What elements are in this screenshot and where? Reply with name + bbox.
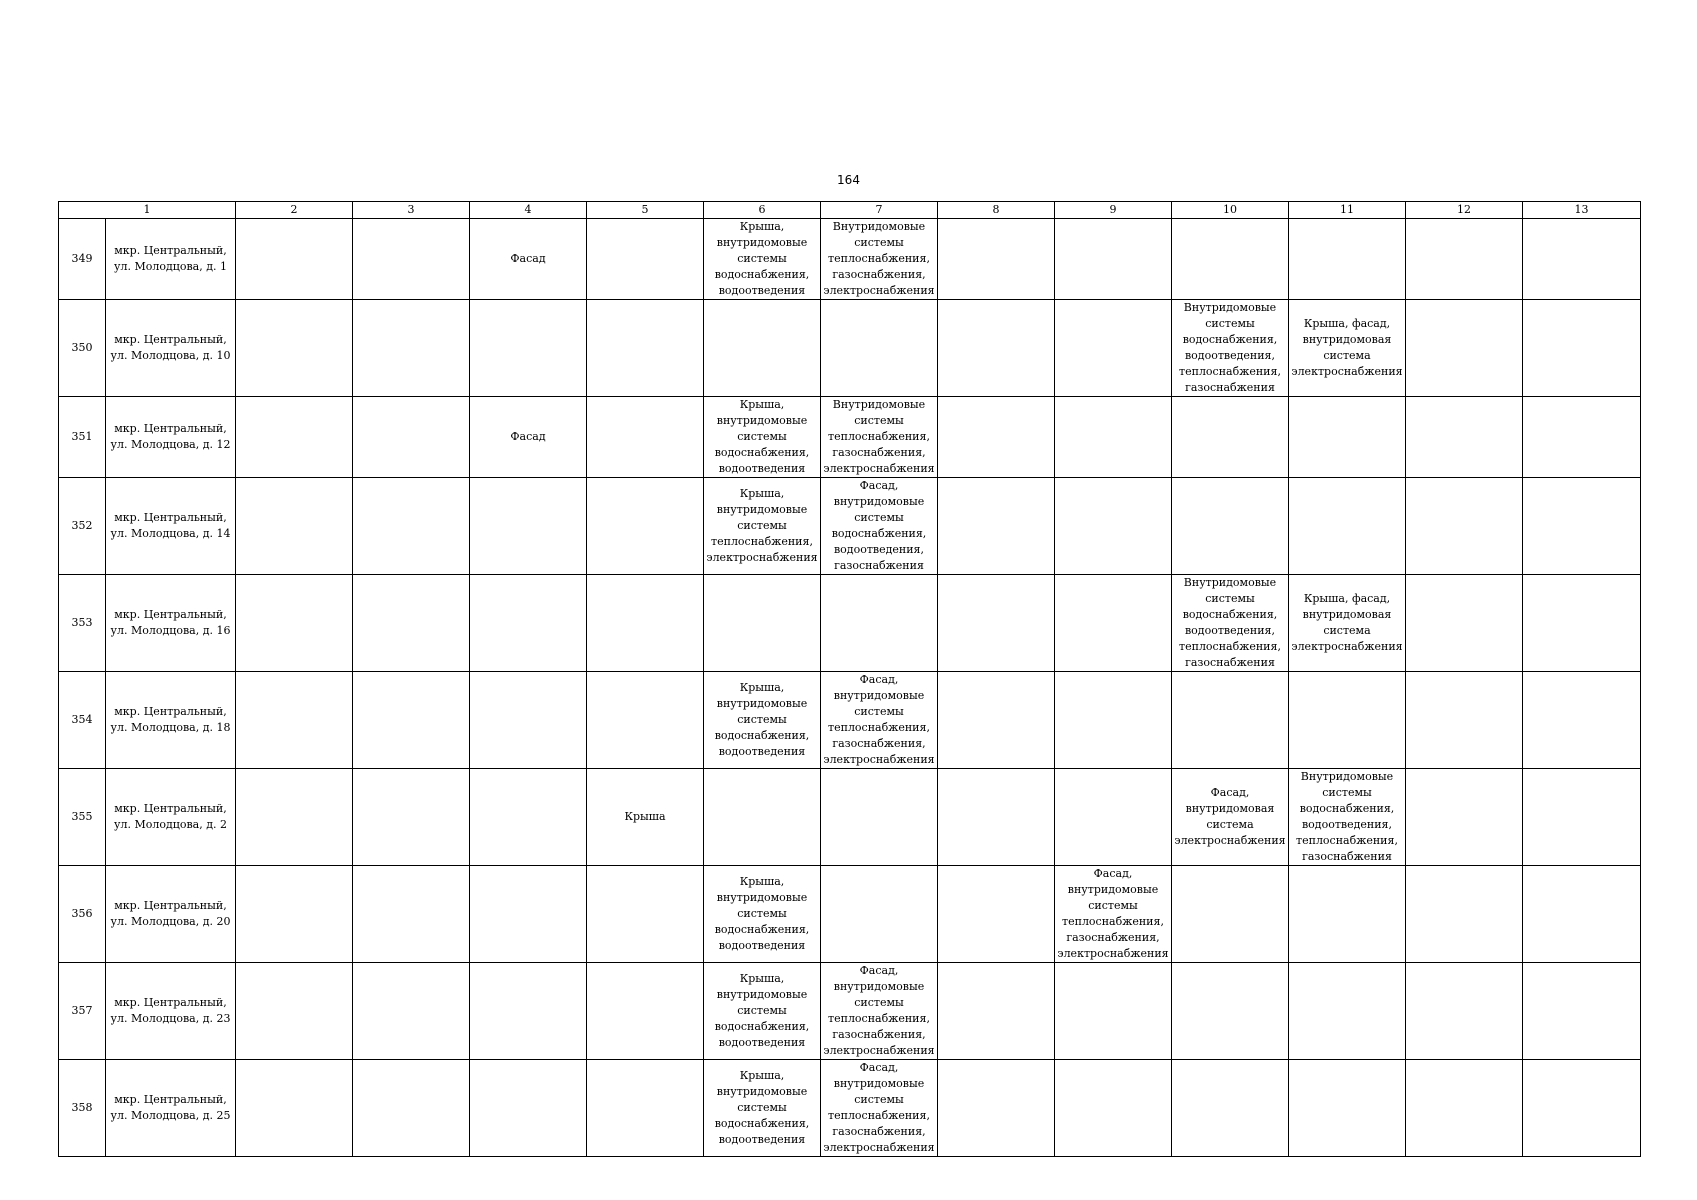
repair-schedule-table (58, 201, 1641, 1157)
work-type-cell (1406, 963, 1523, 1060)
work-type-cell (587, 866, 704, 963)
work-type-cell (1055, 963, 1172, 1060)
work-type-cell (470, 575, 587, 672)
work-type-cell (1523, 866, 1641, 963)
work-type-cell: Крыша, внутридомовые системы водоснабжения, водоотведения (704, 672, 821, 769)
work-type-cell (353, 575, 470, 672)
work-type-cell (1406, 672, 1523, 769)
work-type-cell (1289, 397, 1406, 478)
work-type-cell (704, 575, 821, 672)
work-type-cell (821, 300, 938, 397)
work-type-cell (1055, 769, 1172, 866)
address-cell: мкр. Центральный, ул. Молодцова, д. 20 (106, 866, 236, 963)
work-type-cell (938, 1060, 1055, 1157)
work-type-cell (1406, 575, 1523, 672)
work-type-cell (1289, 672, 1406, 769)
work-type-cell (1523, 219, 1641, 300)
column-header: 1 (59, 202, 236, 219)
work-type-cell (353, 963, 470, 1060)
column-header: 8 (938, 202, 1055, 219)
row-number: 356 (59, 866, 106, 963)
address-cell: мкр. Центральный, ул. Молодцова, д. 12 (106, 397, 236, 478)
work-type-cell (938, 219, 1055, 300)
work-type-cell (587, 219, 704, 300)
work-type-cell (587, 672, 704, 769)
work-type-cell: Фасад, внутридомовая система электроснабжения (1172, 769, 1289, 866)
table-row (59, 963, 1641, 1060)
column-header: 2 (236, 202, 353, 219)
work-type-cell: Крыша, внутридомовые системы водоснабжения, водоотведения (704, 219, 821, 300)
work-type-cell (1055, 1060, 1172, 1157)
work-type-cell: Крыша, внутридомовые системы водоснабжения, водоотведения (704, 963, 821, 1060)
work-type-cell (353, 397, 470, 478)
work-type-cell: Внутридомовые системы водоснабжения, водоотведения, теплоснабжения, газоснабжения (1289, 769, 1406, 866)
column-header: 9 (1055, 202, 1172, 219)
work-type-cell (236, 866, 353, 963)
table-row (59, 672, 1641, 769)
work-type-cell (1289, 866, 1406, 963)
work-type-cell (704, 769, 821, 866)
work-type-cell: Фасад, внутридомовые системы теплоснабжения, газоснабжения, электроснабжения (821, 963, 938, 1060)
work-type-cell (236, 575, 353, 672)
row-number: 352 (59, 478, 106, 575)
column-header: 6 (704, 202, 821, 219)
work-type-cell: Крыша, внутридомовые системы водоснабжения, водоотведения (704, 1060, 821, 1157)
work-type-cell (470, 963, 587, 1060)
work-type-cell (236, 397, 353, 478)
work-type-cell (1172, 1060, 1289, 1157)
work-type-cell: Крыша, внутридомовые системы теплоснабжения, электроснабжения (704, 478, 821, 575)
address-cell: мкр. Центральный, ул. Молодцова, д. 18 (106, 672, 236, 769)
row-number: 351 (59, 397, 106, 478)
column-header: 12 (1406, 202, 1523, 219)
work-type-cell (1172, 478, 1289, 575)
column-header: 3 (353, 202, 470, 219)
work-type-cell (1523, 575, 1641, 672)
table-row (59, 575, 1641, 672)
work-type-cell (1406, 300, 1523, 397)
work-type-cell (353, 1060, 470, 1157)
work-type-cell (1406, 769, 1523, 866)
column-header: 5 (587, 202, 704, 219)
work-type-cell (353, 769, 470, 866)
work-type-cell: Крыша, внутридомовые системы водоснабжения, водоотведения (704, 397, 821, 478)
work-type-cell (1289, 478, 1406, 575)
work-type-cell (236, 672, 353, 769)
row-number: 353 (59, 575, 106, 672)
row-number: 354 (59, 672, 106, 769)
work-type-cell (938, 300, 1055, 397)
work-type-cell (587, 478, 704, 575)
work-type-cell (938, 866, 1055, 963)
work-type-cell (938, 575, 1055, 672)
row-number: 358 (59, 1060, 106, 1157)
work-type-cell (236, 769, 353, 866)
work-type-cell (1523, 769, 1641, 866)
table-row (59, 219, 1641, 300)
work-type-cell (1523, 963, 1641, 1060)
work-type-cell (236, 1060, 353, 1157)
work-type-cell (587, 575, 704, 672)
work-type-cell (938, 397, 1055, 478)
work-type-cell (938, 478, 1055, 575)
work-type-cell: Внутридомовые системы водоснабжения, водоотведения, теплоснабжения, газоснабжения (1172, 575, 1289, 672)
column-header: 11 (1289, 202, 1406, 219)
table-body (59, 202, 1641, 1157)
work-type-cell (821, 769, 938, 866)
address-cell: мкр. Центральный, ул. Молодцова, д. 1 (106, 219, 236, 300)
work-type-cell (1172, 219, 1289, 300)
address-cell: мкр. Центральный, ул. Молодцова, д. 23 (106, 963, 236, 1060)
work-type-cell: Крыша (587, 769, 704, 866)
work-type-cell (1523, 478, 1641, 575)
work-type-cell: Крыша, внутридомовые системы водоснабжения, водоотведения (704, 866, 821, 963)
work-type-cell (1172, 397, 1289, 478)
work-type-cell: Внутридомовые системы водоснабжения, водоотведения, теплоснабжения, газоснабжения (1172, 300, 1289, 397)
column-header: 10 (1172, 202, 1289, 219)
work-type-cell: Крыша, фасад, внутридомовая система электроснабжения (1289, 575, 1406, 672)
work-type-cell (938, 672, 1055, 769)
work-type-cell (236, 963, 353, 1060)
work-type-cell (1406, 1060, 1523, 1157)
column-header: 7 (821, 202, 938, 219)
work-type-cell (821, 866, 938, 963)
work-type-cell (1172, 866, 1289, 963)
work-type-cell (587, 1060, 704, 1157)
work-type-cell (1289, 1060, 1406, 1157)
work-type-cell (236, 219, 353, 300)
address-cell: мкр. Центральный, ул. Молодцова, д. 25 (106, 1060, 236, 1157)
work-type-cell (1172, 963, 1289, 1060)
table-row (59, 866, 1641, 963)
work-type-cell (938, 769, 1055, 866)
work-type-cell (353, 219, 470, 300)
row-number: 357 (59, 963, 106, 1060)
table-row (59, 300, 1641, 397)
work-type-cell (1289, 963, 1406, 1060)
work-type-cell (1523, 300, 1641, 397)
work-type-cell (587, 963, 704, 1060)
work-type-cell (1055, 219, 1172, 300)
column-header: 13 (1523, 202, 1641, 219)
work-type-cell (587, 300, 704, 397)
work-type-cell (470, 300, 587, 397)
work-type-cell (353, 300, 470, 397)
work-type-cell (938, 963, 1055, 1060)
work-type-cell (1523, 672, 1641, 769)
work-type-cell (1523, 1060, 1641, 1157)
work-type-cell: Фасад, внутридомовые системы теплоснабжения, газоснабжения, электроснабжения (821, 1060, 938, 1157)
work-type-cell (1406, 866, 1523, 963)
row-number: 349 (59, 219, 106, 300)
address-cell: мкр. Центральный, ул. Молодцова, д. 14 (106, 478, 236, 575)
table-row (59, 478, 1641, 575)
row-number: 355 (59, 769, 106, 866)
work-type-cell (470, 478, 587, 575)
work-type-cell (353, 672, 470, 769)
work-type-cell: Фасад, внутридомовые системы водоснабжения, водоотведения, газоснабжения (821, 478, 938, 575)
work-type-cell (821, 575, 938, 672)
work-type-cell (353, 478, 470, 575)
work-type-cell (1523, 397, 1641, 478)
work-type-cell (1406, 478, 1523, 575)
work-type-cell (1055, 672, 1172, 769)
work-type-cell (1289, 219, 1406, 300)
work-type-cell: Крыша, фасад, внутридомовая система электроснабжения (1289, 300, 1406, 397)
work-type-cell (587, 397, 704, 478)
work-type-cell: Фасад (470, 219, 587, 300)
work-type-cell (353, 866, 470, 963)
work-type-cell (236, 300, 353, 397)
work-type-cell (1055, 300, 1172, 397)
work-type-cell (470, 1060, 587, 1157)
work-type-cell: Внутридомовые системы теплоснабжения, газоснабжения, электроснабжения (821, 397, 938, 478)
work-type-cell (1055, 575, 1172, 672)
work-type-cell: Фасад (470, 397, 587, 478)
work-type-cell (470, 672, 587, 769)
work-type-cell (1055, 478, 1172, 575)
work-type-cell (236, 478, 353, 575)
header-row (59, 202, 1641, 219)
work-type-cell (1172, 672, 1289, 769)
work-type-cell (1406, 219, 1523, 300)
work-type-cell: Внутридомовые системы теплоснабжения, газоснабжения, электроснабжения (821, 219, 938, 300)
work-type-cell (1055, 397, 1172, 478)
work-type-cell (470, 866, 587, 963)
work-type-cell (1406, 397, 1523, 478)
work-type-cell: Фасад, внутридомовые системы теплоснабжения, газоснабжения, электроснабжения (1055, 866, 1172, 963)
table-row (59, 1060, 1641, 1157)
address-cell: мкр. Центральный, ул. Молодцова, д. 16 (106, 575, 236, 672)
row-number: 350 (59, 300, 106, 397)
work-type-cell (704, 300, 821, 397)
work-type-cell: Фасад, внутридомовые системы теплоснабжения, газоснабжения, электроснабжения (821, 672, 938, 769)
table-row (59, 397, 1641, 478)
address-cell: мкр. Центральный, ул. Молодцова, д. 10 (106, 300, 236, 397)
page-number: 164 (837, 173, 860, 187)
table-row (59, 769, 1641, 866)
work-type-cell (470, 769, 587, 866)
address-cell: мкр. Центральный, ул. Молодцова, д. 2 (106, 769, 236, 866)
column-header: 4 (470, 202, 587, 219)
